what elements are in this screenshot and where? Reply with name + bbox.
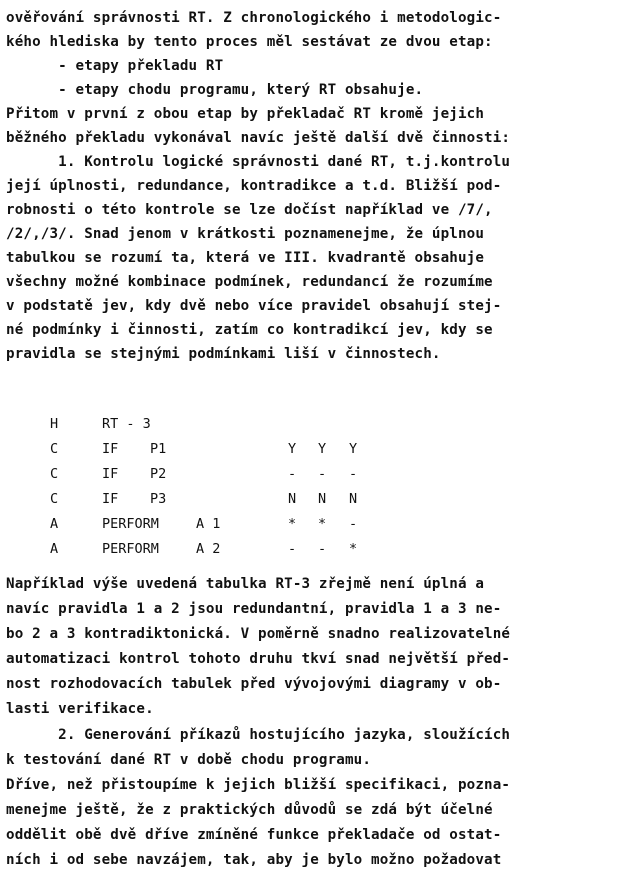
text-line: její úplnosti, redundance, kontradikce a t.d. Bližší pod-: [6, 178, 502, 194]
text-line: nost rozhodovacích tabulek před vývojovými diagramy v ob-: [6, 676, 502, 692]
table-row-type: A: [50, 516, 59, 532]
table-row-arg: P2: [150, 466, 167, 482]
text-line: bo 2 a 3 kontradiktonická. V poměrně snadno realizovatelné: [6, 626, 511, 642]
text-line: - etapy chodu programu, který RT obsahuje.: [6, 82, 424, 98]
table-rule-cell: *: [349, 541, 358, 557]
table-rule-cell: N: [318, 491, 327, 507]
text-line: Přitom v první z obou etap by překladač RT kromě jejich: [6, 106, 485, 122]
table-row-type: H: [50, 416, 59, 432]
table-row-arg: P3: [150, 491, 167, 507]
table-rule-cell: -: [288, 466, 297, 482]
text-line: - etapy překladu RT: [6, 58, 224, 74]
text-line: robnosti o této kontrole se lze dočíst například ve /7/,: [6, 202, 493, 218]
text-line: pravidla se stejnými podmínkami liší v činnostech.: [6, 346, 441, 362]
text-line: v podstatě jev, kdy dvě nebo více pravidel obsahují stej-: [6, 298, 502, 314]
text-line: navíc pravidla 1 a 2 jsou redundantní, pravidla 1 a 3 ne-: [6, 601, 502, 617]
table-row-stmt: IF: [102, 441, 119, 457]
text-line: automatizaci kontrol tohoto druhu tkví snad největší před-: [6, 651, 511, 667]
text-line: oddělit obě dvě dříve zmíněné funkce překladače od ostat-: [6, 827, 502, 843]
table-rule-cell: N: [288, 491, 297, 507]
text-line: všechny možné kombinace podmínek, redundancí že rozumíme: [6, 274, 493, 290]
table-row-arg: P1: [150, 441, 167, 457]
text-line: /2/,/3/. Snad jenom v krátkosti poznamenejme, že úplnou: [6, 226, 485, 242]
text-line: lasti verifikace.: [6, 701, 154, 717]
table-row-arg: A 2: [196, 541, 221, 557]
text-line: Dříve, než přistoupíme k jejich bližší specifikaci, pozna-: [6, 777, 511, 793]
table-rule-cell: Y: [288, 441, 297, 457]
table-row-stmt: PERFORM: [102, 541, 159, 557]
table-rule-cell: Y: [318, 441, 327, 457]
table-row-stmt: IF: [102, 491, 119, 507]
table-rule-cell: *: [288, 516, 297, 532]
table-row-stmt: IF: [102, 466, 119, 482]
text-line: ních i od sebe navzájem, tak, aby je bylo možno požadovat: [6, 852, 502, 868]
text-line: Například výše uvedená tabulka RT-3 zřejmě není úplná a: [6, 576, 485, 592]
text-line: kého hlediska by tento proces měl sestávat ze dvou etap:: [6, 34, 493, 50]
text-line: 2. Generování příkazů hostujícího jazyka, sloužících: [6, 727, 511, 743]
table-rule-cell: N: [349, 491, 358, 507]
text-line: běžného překladu vykonával navíc ještě další dvě činnosti:: [6, 130, 511, 146]
text-line: k testování dané RT v době chodu programu.: [6, 752, 372, 768]
text-line: né podmínky i činnosti, zatím co kontradikcí jev, kdy se: [6, 322, 493, 338]
text-line: tabulkou se rozumí ta, která ve III. kvadrantě obsahuje: [6, 250, 485, 266]
table-rule-cell: *: [318, 516, 327, 532]
text-line: menejme ještě, že z praktických důvodů se zdá být účelné: [6, 802, 493, 818]
table-rule-cell: -: [349, 466, 358, 482]
table-row-type: C: [50, 441, 59, 457]
text-line: 1. Kontrolu logické správnosti dané RT, t.j.kontrolu: [6, 154, 511, 170]
table-row-type: C: [50, 491, 59, 507]
table-rule-cell: Y: [349, 441, 358, 457]
table-rule-cell: -: [349, 516, 358, 532]
table-row-type: C: [50, 466, 59, 482]
table-rule-cell: -: [288, 541, 297, 557]
table-rule-cell: -: [318, 541, 327, 557]
table-rule-cell: -: [318, 466, 327, 482]
table-row-arg: A 1: [196, 516, 221, 532]
table-row-stmt: RT - 3: [102, 416, 151, 432]
text-line: ověřování správnosti RT. Z chronologického i metodologic-: [6, 10, 502, 26]
table-row-type: A: [50, 541, 59, 557]
table-row-stmt: PERFORM: [102, 516, 159, 532]
